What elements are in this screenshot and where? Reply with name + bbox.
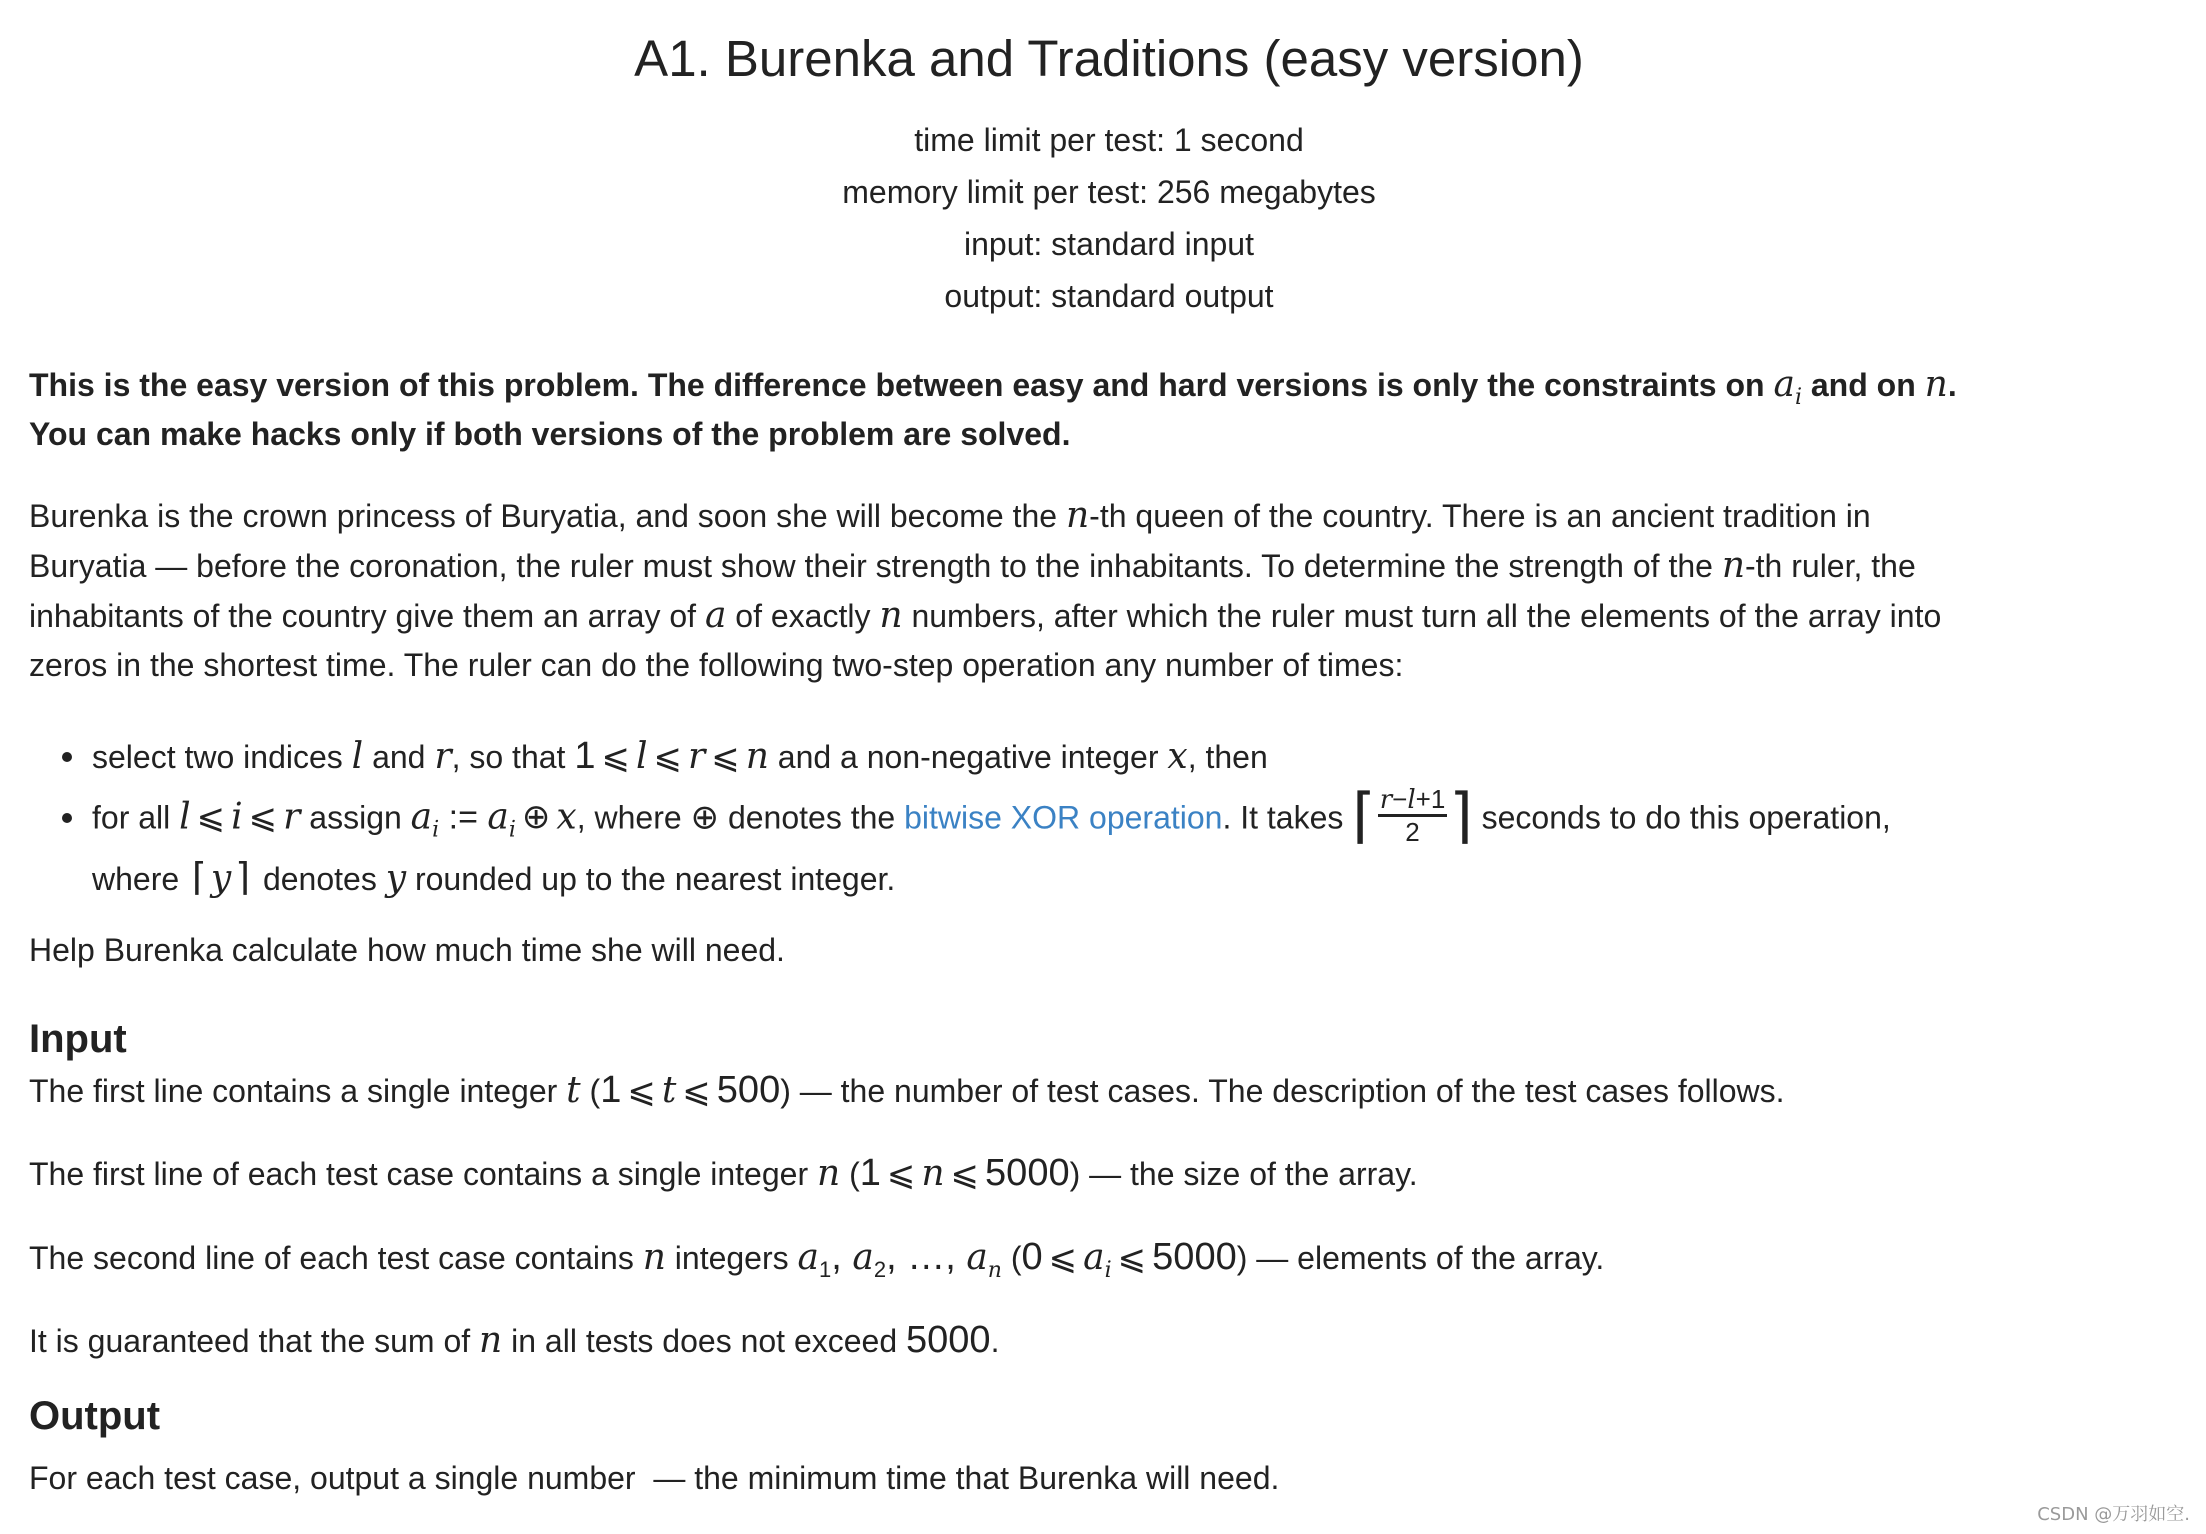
input-spec: input: standard input xyxy=(964,226,1254,262)
memory-limit: memory limit per test: 256 megabytes xyxy=(842,174,1376,210)
math-var-y: y xyxy=(210,858,232,899)
input-paragraph-2 xyxy=(29,1149,2189,1199)
note-text: and on xyxy=(1801,367,1925,403)
math-var-i: i xyxy=(231,796,243,838)
math-sub-i: i xyxy=(432,817,440,843)
input-text: ( xyxy=(580,1073,601,1109)
input-text: ( xyxy=(840,1156,860,1192)
math-var-r: r xyxy=(283,796,301,838)
math-var-n: n xyxy=(745,736,769,777)
note-text: . xyxy=(1947,367,1957,403)
math-number: 5000 xyxy=(906,1319,991,1361)
version-note-line-1 xyxy=(29,360,2189,410)
bitwise-xor-link[interactable]: bitwise XOR operation xyxy=(904,799,1223,836)
input-paragraph-1 xyxy=(29,1066,2189,1116)
list-text: , where xyxy=(576,799,691,836)
math-var-n: n xyxy=(642,1237,666,1278)
list-text: denotes the xyxy=(719,799,905,836)
legend-text: of exactly xyxy=(726,598,880,634)
math-var-a: a xyxy=(704,595,727,636)
math-leq: ⩽ xyxy=(1117,1238,1147,1278)
math-comma: , xyxy=(886,1236,908,1278)
version-note-line-2: You can make hacks only if both versions of the problem are solved. xyxy=(29,416,1071,452)
math-var-a: a xyxy=(487,796,509,838)
input-text: The first line contains a single integer xyxy=(29,1073,567,1109)
input-text: The second line of each test case contains xyxy=(29,1240,643,1276)
list-text: . It takes xyxy=(1222,799,1353,836)
math-number: 1 xyxy=(574,735,596,777)
math-ellipsis: … xyxy=(907,1236,946,1278)
output-spec: output: standard output xyxy=(944,278,1274,314)
operation-steps-list xyxy=(0,728,2206,907)
math-var-r: r xyxy=(434,736,452,777)
input-text: ) — the size of the array. xyxy=(1069,1156,1418,1192)
math-var-y: y xyxy=(385,858,407,899)
legend-text: numbers, after which the ruler must turn all the elements of the array into xyxy=(902,598,1942,634)
list-text: for all xyxy=(92,799,180,836)
math-var-n: n xyxy=(879,595,903,636)
math-var-a: a xyxy=(852,1237,874,1278)
math-var-n: n xyxy=(1065,495,1090,536)
math-sub-n: n xyxy=(987,1258,1002,1283)
list-text: , so that xyxy=(451,739,575,775)
math-var-x: x xyxy=(1167,736,1188,777)
math-var-n: n xyxy=(921,1153,945,1194)
math-sub-i: i xyxy=(1104,1258,1112,1283)
input-text: . xyxy=(990,1323,1000,1359)
math-leq: ⩽ xyxy=(601,737,630,777)
list-item-continuation xyxy=(0,849,2206,907)
math-var-l: l xyxy=(1407,785,1416,815)
list-text: where xyxy=(92,861,189,897)
math-var-a: a xyxy=(1773,364,1795,405)
math-var-x: x xyxy=(556,796,577,838)
input-text: ) — elements of the array. xyxy=(1236,1240,1605,1276)
legend-paragraph xyxy=(29,491,2189,690)
math-plus-one: +1 xyxy=(1415,784,1446,814)
math-number: 5000 xyxy=(1152,1236,1237,1278)
math-sub-2: 2 xyxy=(873,1257,887,1282)
math-sub-1: 1 xyxy=(818,1257,832,1282)
problem-title: A1. Burenka and Traditions (easy version) xyxy=(634,30,1584,87)
legend-text: inhabitants of the country give them an array of xyxy=(29,598,705,634)
math-var-r: r xyxy=(1379,785,1393,815)
math-leq: ⩽ xyxy=(711,737,740,777)
xor-symbol-icon: ⊕ xyxy=(690,797,720,838)
legend-line-4: zeros in the shortest time. The ruler can do the following two-step operation any number of times: xyxy=(29,647,1404,683)
output-paragraph: For each test case, output a single number — the minimum time that Burenka will need. xyxy=(29,1460,1280,1496)
ceil-open-icon: ⌈ xyxy=(1352,781,1376,851)
input-text: ( xyxy=(1001,1240,1022,1276)
ceil-close-icon: ⌉ xyxy=(1449,781,1473,851)
input-text: in all tests does not exceed xyxy=(502,1323,907,1359)
math-number: 1 xyxy=(859,1152,881,1194)
list-text: select two indices xyxy=(92,739,352,775)
output-heading: Output xyxy=(29,1394,161,1438)
math-number: 0 xyxy=(1021,1236,1043,1278)
legend-text: -th queen of the country. There is an ancient tradition in xyxy=(1089,498,1871,534)
math-sub-i: i xyxy=(508,817,516,843)
math-var-a: a xyxy=(966,1237,988,1278)
fraction-numerator xyxy=(1378,785,1448,817)
math-comma: , xyxy=(831,1236,853,1278)
math-minus: − xyxy=(1392,784,1408,814)
input-paragraph-3 xyxy=(29,1233,2189,1283)
note-text: This is the easy version of this problem. The difference between easy and hard versions is only the constraints on xyxy=(29,367,1774,403)
legend-text: Buryatia — before the coronation, the ruler must show their strength to the inhabitants. To determine the strength of the xyxy=(29,548,1722,584)
ceil-open-icon: ⌈ xyxy=(192,855,207,899)
list-text: seconds to do this operation, xyxy=(1472,799,1891,836)
math-var-a: a xyxy=(410,796,433,838)
input-heading: Input xyxy=(29,1017,127,1061)
math-var-a: a xyxy=(1083,1237,1105,1278)
legend-line-1 xyxy=(29,491,2189,541)
legend-line-3 xyxy=(29,591,2189,641)
input-text: ) — the number of test cases. The description of the test cases follows. xyxy=(780,1073,1785,1109)
bullet-icon xyxy=(62,813,72,823)
math-var-l: l xyxy=(179,796,191,838)
list-text: and xyxy=(363,739,435,775)
fraction xyxy=(1378,785,1448,847)
math-assign: := xyxy=(439,798,488,837)
math-var-n: n xyxy=(816,1153,841,1194)
task-statement: Help Burenka calculate how much time she will need. xyxy=(29,932,785,968)
ceil-close-icon: ⌉ xyxy=(235,855,251,899)
csdn-watermark: CSDN @万羽如空. xyxy=(2037,1504,2190,1525)
input-text: The first line of each test case contains a single integer xyxy=(29,1156,817,1192)
list-text: rounded up to the nearest integer. xyxy=(406,861,896,897)
version-note xyxy=(29,360,2189,459)
list-text: assign xyxy=(300,799,411,836)
math-leq: ⩽ xyxy=(653,737,682,777)
math-var-t: t xyxy=(661,1070,677,1111)
legend-text: -th ruler, the xyxy=(1745,548,1916,584)
math-leq: ⩽ xyxy=(886,1154,916,1194)
math-leq: ⩽ xyxy=(682,1071,711,1111)
math-leq: ⩽ xyxy=(627,1071,656,1111)
fraction-denominator: 2 xyxy=(1405,817,1420,847)
time-limit: time limit per test: 1 second xyxy=(914,122,1304,158)
list-text: denotes xyxy=(254,861,386,897)
math-sub-i: i xyxy=(1794,385,1802,410)
math-number: 500 xyxy=(716,1069,781,1111)
bullet-icon xyxy=(62,752,72,762)
math-comma: , xyxy=(945,1236,967,1278)
math-leq: ⩽ xyxy=(1048,1238,1078,1278)
math-var-n: n xyxy=(1924,364,1948,405)
math-leq: ⩽ xyxy=(248,797,278,838)
math-leq: ⩽ xyxy=(950,1154,980,1194)
legend-text: Burenka is the crown princess of Buryatia, and soon she will become the xyxy=(29,498,1066,534)
math-var-t: t xyxy=(566,1070,581,1111)
math-number: 5000 xyxy=(985,1152,1070,1194)
list-item xyxy=(0,781,2206,851)
math-var-l: l xyxy=(351,736,364,777)
math-var-n: n xyxy=(479,1320,503,1361)
math-var-n: n xyxy=(1721,545,1745,586)
xor-symbol-icon: ⊕ xyxy=(521,797,551,838)
math-leq: ⩽ xyxy=(196,797,226,838)
legend-line-2 xyxy=(29,541,2189,591)
input-text: It is guaranteed that the sum of xyxy=(29,1323,480,1359)
list-item xyxy=(0,728,2206,785)
input-text: integers xyxy=(665,1240,798,1276)
math-var-l: l xyxy=(635,736,648,777)
list-text: , then xyxy=(1187,739,1268,775)
input-paragraph-4 xyxy=(29,1316,2189,1366)
list-text: and a non-negative integer xyxy=(768,739,1168,775)
math-var-a: a xyxy=(797,1237,819,1278)
math-number: 1 xyxy=(600,1069,622,1111)
math-var-r: r xyxy=(687,736,706,777)
